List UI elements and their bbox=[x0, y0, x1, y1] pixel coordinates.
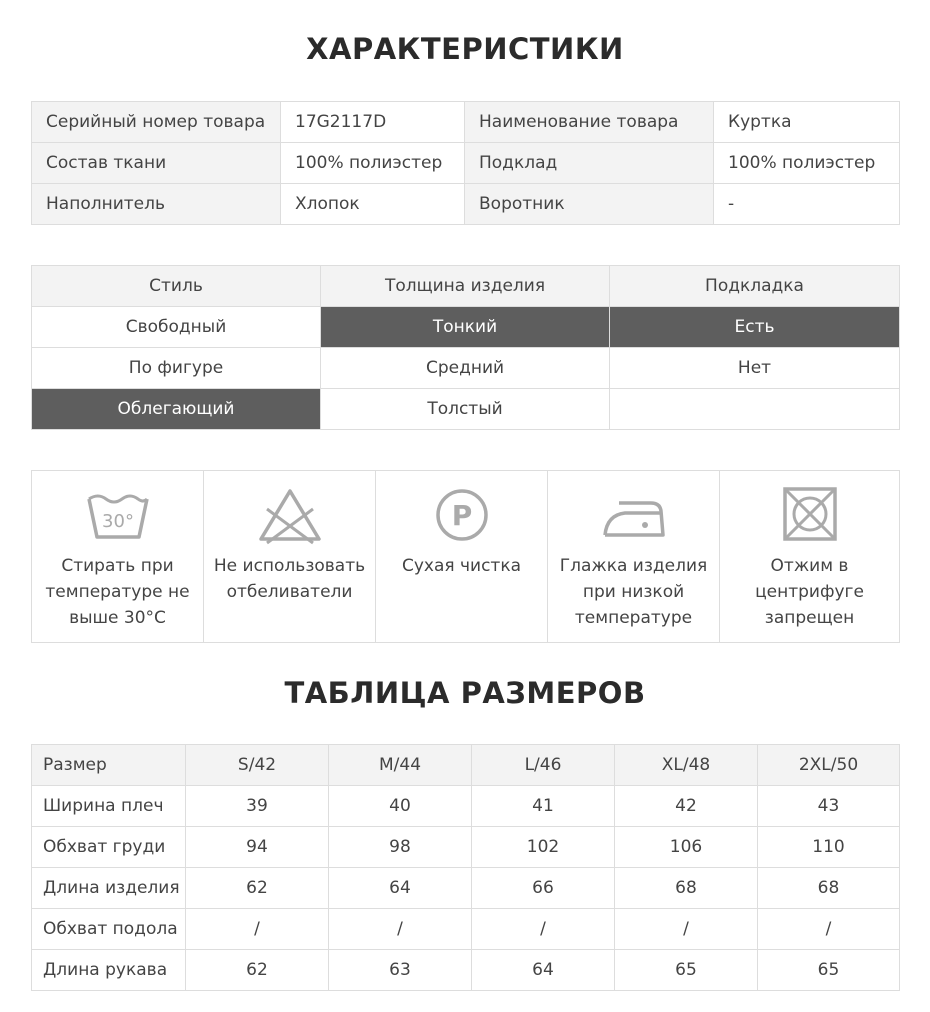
spec-label: Воротник bbox=[465, 184, 714, 225]
spec-value: 100% полиэстер bbox=[281, 143, 465, 184]
table-row bbox=[32, 786, 900, 827]
measure-value: 110 bbox=[758, 827, 900, 868]
option-cell: Облегающий bbox=[32, 389, 321, 430]
measure-value: 41 bbox=[472, 786, 615, 827]
option-cell: Тонкий bbox=[321, 307, 610, 348]
care-item bbox=[720, 471, 900, 643]
measure-value: 68 bbox=[758, 868, 900, 909]
table-row bbox=[32, 143, 900, 184]
characteristics-title: ХАРАКТЕРИСТИКИ bbox=[306, 32, 624, 66]
measure-value: / bbox=[758, 909, 900, 950]
measure-value: / bbox=[615, 909, 758, 950]
table-row bbox=[32, 389, 900, 430]
spec-value: Куртка bbox=[714, 102, 900, 143]
spec-value: - bbox=[714, 184, 900, 225]
option-header-thickness: Толщина изделия bbox=[321, 266, 610, 307]
no-tumble-dry-icon bbox=[775, 485, 845, 547]
measure-value: 64 bbox=[329, 868, 472, 909]
size-header: L/46 bbox=[472, 745, 615, 786]
option-cell: По фигуре bbox=[32, 348, 321, 389]
table-row bbox=[32, 102, 900, 143]
measure-value: 65 bbox=[615, 950, 758, 991]
measure-value: 66 bbox=[472, 868, 615, 909]
measure-value: 94 bbox=[186, 827, 329, 868]
measure-label: Длина изделия bbox=[32, 868, 186, 909]
table-row bbox=[32, 909, 900, 950]
measure-label: Ширина плеч bbox=[32, 786, 186, 827]
option-cell bbox=[610, 389, 900, 430]
care-instructions bbox=[31, 470, 900, 643]
measure-label: Длина рукава bbox=[32, 950, 186, 991]
option-cell: Нет bbox=[610, 348, 900, 389]
measure-value: / bbox=[472, 909, 615, 950]
measure-value: / bbox=[329, 909, 472, 950]
size-header: XL/48 bbox=[615, 745, 758, 786]
spec-label: Наименование товара bbox=[465, 102, 714, 143]
size-header: M/44 bbox=[329, 745, 472, 786]
table-row bbox=[32, 868, 900, 909]
spec-label: Наполнитель bbox=[32, 184, 281, 225]
table-row bbox=[32, 307, 900, 348]
spec-value: Хлопок bbox=[281, 184, 465, 225]
table-row bbox=[32, 950, 900, 991]
spec-value: 17G2117D bbox=[281, 102, 465, 143]
size-table-title: ТАБЛИЦА РАЗМЕРОВ bbox=[284, 676, 646, 710]
measure-value: 62 bbox=[186, 868, 329, 909]
spec-label: Подклад bbox=[465, 143, 714, 184]
wash-30-icon bbox=[83, 485, 153, 547]
table-row bbox=[32, 184, 900, 225]
table-header-row bbox=[32, 266, 900, 307]
measure-label: Обхват груди bbox=[32, 827, 186, 868]
table-row bbox=[32, 827, 900, 868]
measure-value: 63 bbox=[329, 950, 472, 991]
care-item bbox=[32, 471, 204, 643]
measure-value: 64 bbox=[472, 950, 615, 991]
measure-value: 106 bbox=[615, 827, 758, 868]
option-header-lining: Подкладка bbox=[610, 266, 900, 307]
measure-value: 98 bbox=[329, 827, 472, 868]
size-header: 2XL/50 bbox=[758, 745, 900, 786]
care-text: Сухая чистка bbox=[401, 556, 522, 576]
measure-value: 42 bbox=[615, 786, 758, 827]
measure-value: 43 bbox=[758, 786, 900, 827]
iron-low-icon bbox=[599, 485, 669, 547]
table-row bbox=[32, 348, 900, 389]
care-text: Не использовать отбеливатели bbox=[213, 556, 366, 602]
care-text: Отжим в центрифуге запрещен bbox=[755, 556, 864, 628]
option-cell: Есть bbox=[610, 307, 900, 348]
measure-value: 39 bbox=[186, 786, 329, 827]
svg-text:30°: 30° bbox=[101, 511, 134, 532]
care-item bbox=[204, 471, 376, 643]
option-cell: Свободный bbox=[32, 307, 321, 348]
measure-value: 62 bbox=[186, 950, 329, 991]
options-table bbox=[31, 265, 900, 430]
size-header: S/42 bbox=[186, 745, 329, 786]
no-bleach-icon bbox=[255, 485, 325, 547]
option-header-style: Стиль bbox=[32, 266, 321, 307]
care-item bbox=[548, 471, 720, 643]
table-row bbox=[32, 471, 900, 643]
spec-value: 100% полиэстер bbox=[714, 143, 900, 184]
measure-value: 102 bbox=[472, 827, 615, 868]
care-item bbox=[376, 471, 548, 643]
measure-value: / bbox=[186, 909, 329, 950]
option-cell: Средний bbox=[321, 348, 610, 389]
measure-value: 65 bbox=[758, 950, 900, 991]
care-text: Глажка изделия при низкой температуре bbox=[559, 556, 708, 628]
measure-value: 40 bbox=[329, 786, 472, 827]
option-cell: Толстый bbox=[321, 389, 610, 430]
measure-label: Обхват подола bbox=[32, 909, 186, 950]
size-header: Размер bbox=[32, 745, 186, 786]
spec-label: Состав ткани bbox=[32, 143, 281, 184]
measure-value: 68 bbox=[615, 868, 758, 909]
specs-table bbox=[31, 101, 900, 225]
svg-text:P: P bbox=[451, 499, 472, 532]
care-text: Стирать при температуре не выше 30°С bbox=[45, 556, 190, 628]
spec-label: Серийный номер товара bbox=[32, 102, 281, 143]
dry-clean-p-icon bbox=[427, 485, 497, 547]
table-header-row bbox=[32, 745, 900, 786]
size-table bbox=[31, 744, 900, 991]
